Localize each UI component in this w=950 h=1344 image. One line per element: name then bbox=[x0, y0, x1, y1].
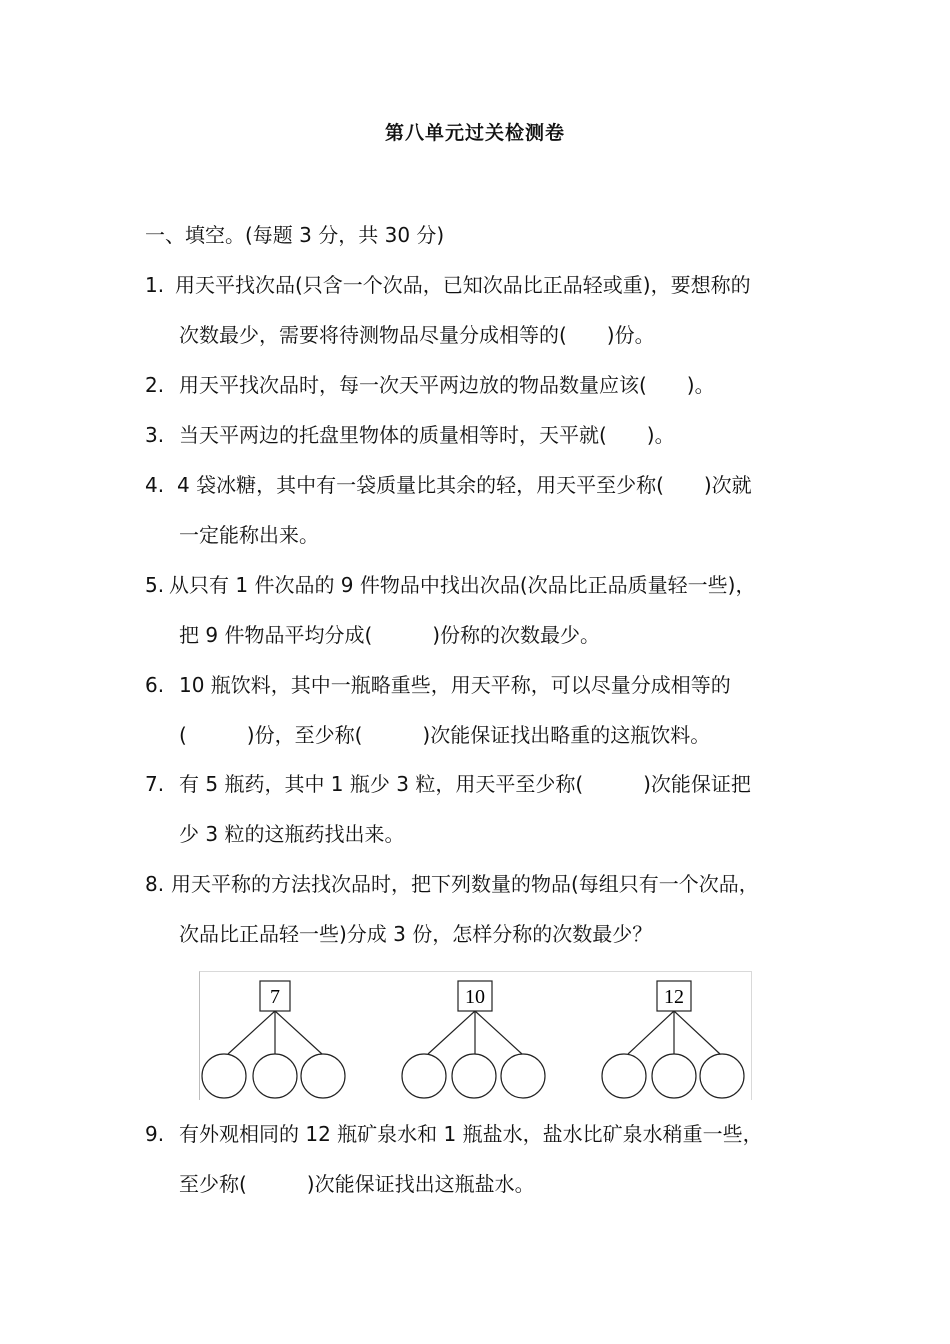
group-circle bbox=[452, 1054, 496, 1098]
group-circle bbox=[202, 1054, 246, 1098]
question-7-line-1: 有 5 瓶药，其中 1 瓶少 3 粒，用天平至少称( )次能保证把 bbox=[179, 772, 751, 796]
question-1-line-2: 次数最少，需要将待测物品尽量分成相等的( )份。 bbox=[179, 323, 655, 347]
question-8-line-1: 用天平称的方法找次品时，把下列数量的物品(每组只有一个次品， bbox=[171, 872, 759, 896]
question-7-number: 7. bbox=[145, 772, 165, 796]
question-6-line-1: 10 瓶饮料，其中一瓶略重些，用天平称，可以尽量分成相等的 bbox=[179, 673, 731, 697]
question-4-number: 4. bbox=[145, 473, 165, 497]
question-4-line-2: 一定能称出来。 bbox=[179, 523, 319, 547]
group-circle bbox=[402, 1054, 446, 1098]
question-3-number: 3. bbox=[145, 423, 165, 447]
grouping-diagram bbox=[199, 971, 752, 1100]
question-6-line-2: ( )份，至少称( )次能保证找出略重的这瓶饮料。 bbox=[179, 723, 711, 747]
total-label-10: 10 bbox=[465, 986, 485, 1008]
question-8-line-2: 次品比正品轻一些)分成 3 份，怎样分称的次数最少？ bbox=[179, 922, 653, 946]
question-6-number: 6. bbox=[145, 673, 165, 697]
question-5-line-2: 把 9 件物品平均分成( )份称的次数最少。 bbox=[179, 623, 601, 647]
group-circle bbox=[253, 1054, 297, 1098]
question-8-number: 8. bbox=[145, 872, 165, 896]
question-2-number: 2. bbox=[145, 373, 165, 397]
group-circle bbox=[602, 1054, 646, 1098]
question-5-number: 5. bbox=[145, 573, 165, 597]
tree-diagrams bbox=[200, 972, 751, 1100]
question-1-number: 1. bbox=[145, 273, 165, 297]
question-3-line-1: 当天平两边的托盘里物体的质量相等时，天平就( )。 bbox=[179, 423, 675, 447]
page-title: 第八单元过关检测卷 bbox=[384, 122, 565, 144]
question-1-line-1: 用天平找次品(只含一个次品，已知次品比正品轻或重)，要想称的 bbox=[175, 273, 751, 297]
total-label-12: 12 bbox=[664, 986, 684, 1008]
question-7-line-2: 少 3 粒的这瓶药找出来。 bbox=[179, 822, 405, 846]
question-9-line-2: 至少称( )次能保证找出这瓶盐水。 bbox=[179, 1172, 535, 1196]
question-9-line-1: 有外观相同的 12 瓶矿泉水和 1 瓶盐水，盐水比矿泉水稍重一些， bbox=[179, 1122, 763, 1146]
question-9-number: 9. bbox=[145, 1122, 165, 1146]
total-label-7: 7 bbox=[270, 986, 280, 1008]
group-circle bbox=[700, 1054, 744, 1098]
section-heading: 一、填空。(每题 3 分，共 30 分) bbox=[145, 223, 445, 247]
question-2-line-1: 用天平找次品时，每一次天平两边放的物品数量应该( )。 bbox=[179, 373, 715, 397]
question-4-line-1: 4 袋冰糖，其中有一袋质量比其余的轻，用天平至少称( )次就 bbox=[177, 473, 752, 497]
question-5-line-1: 从只有 1 件次品的 9 件物品中找出次品(次品比正品质量轻一些)， bbox=[169, 573, 756, 597]
group-circle bbox=[501, 1054, 545, 1098]
group-circle bbox=[652, 1054, 696, 1098]
group-circle bbox=[301, 1054, 345, 1098]
